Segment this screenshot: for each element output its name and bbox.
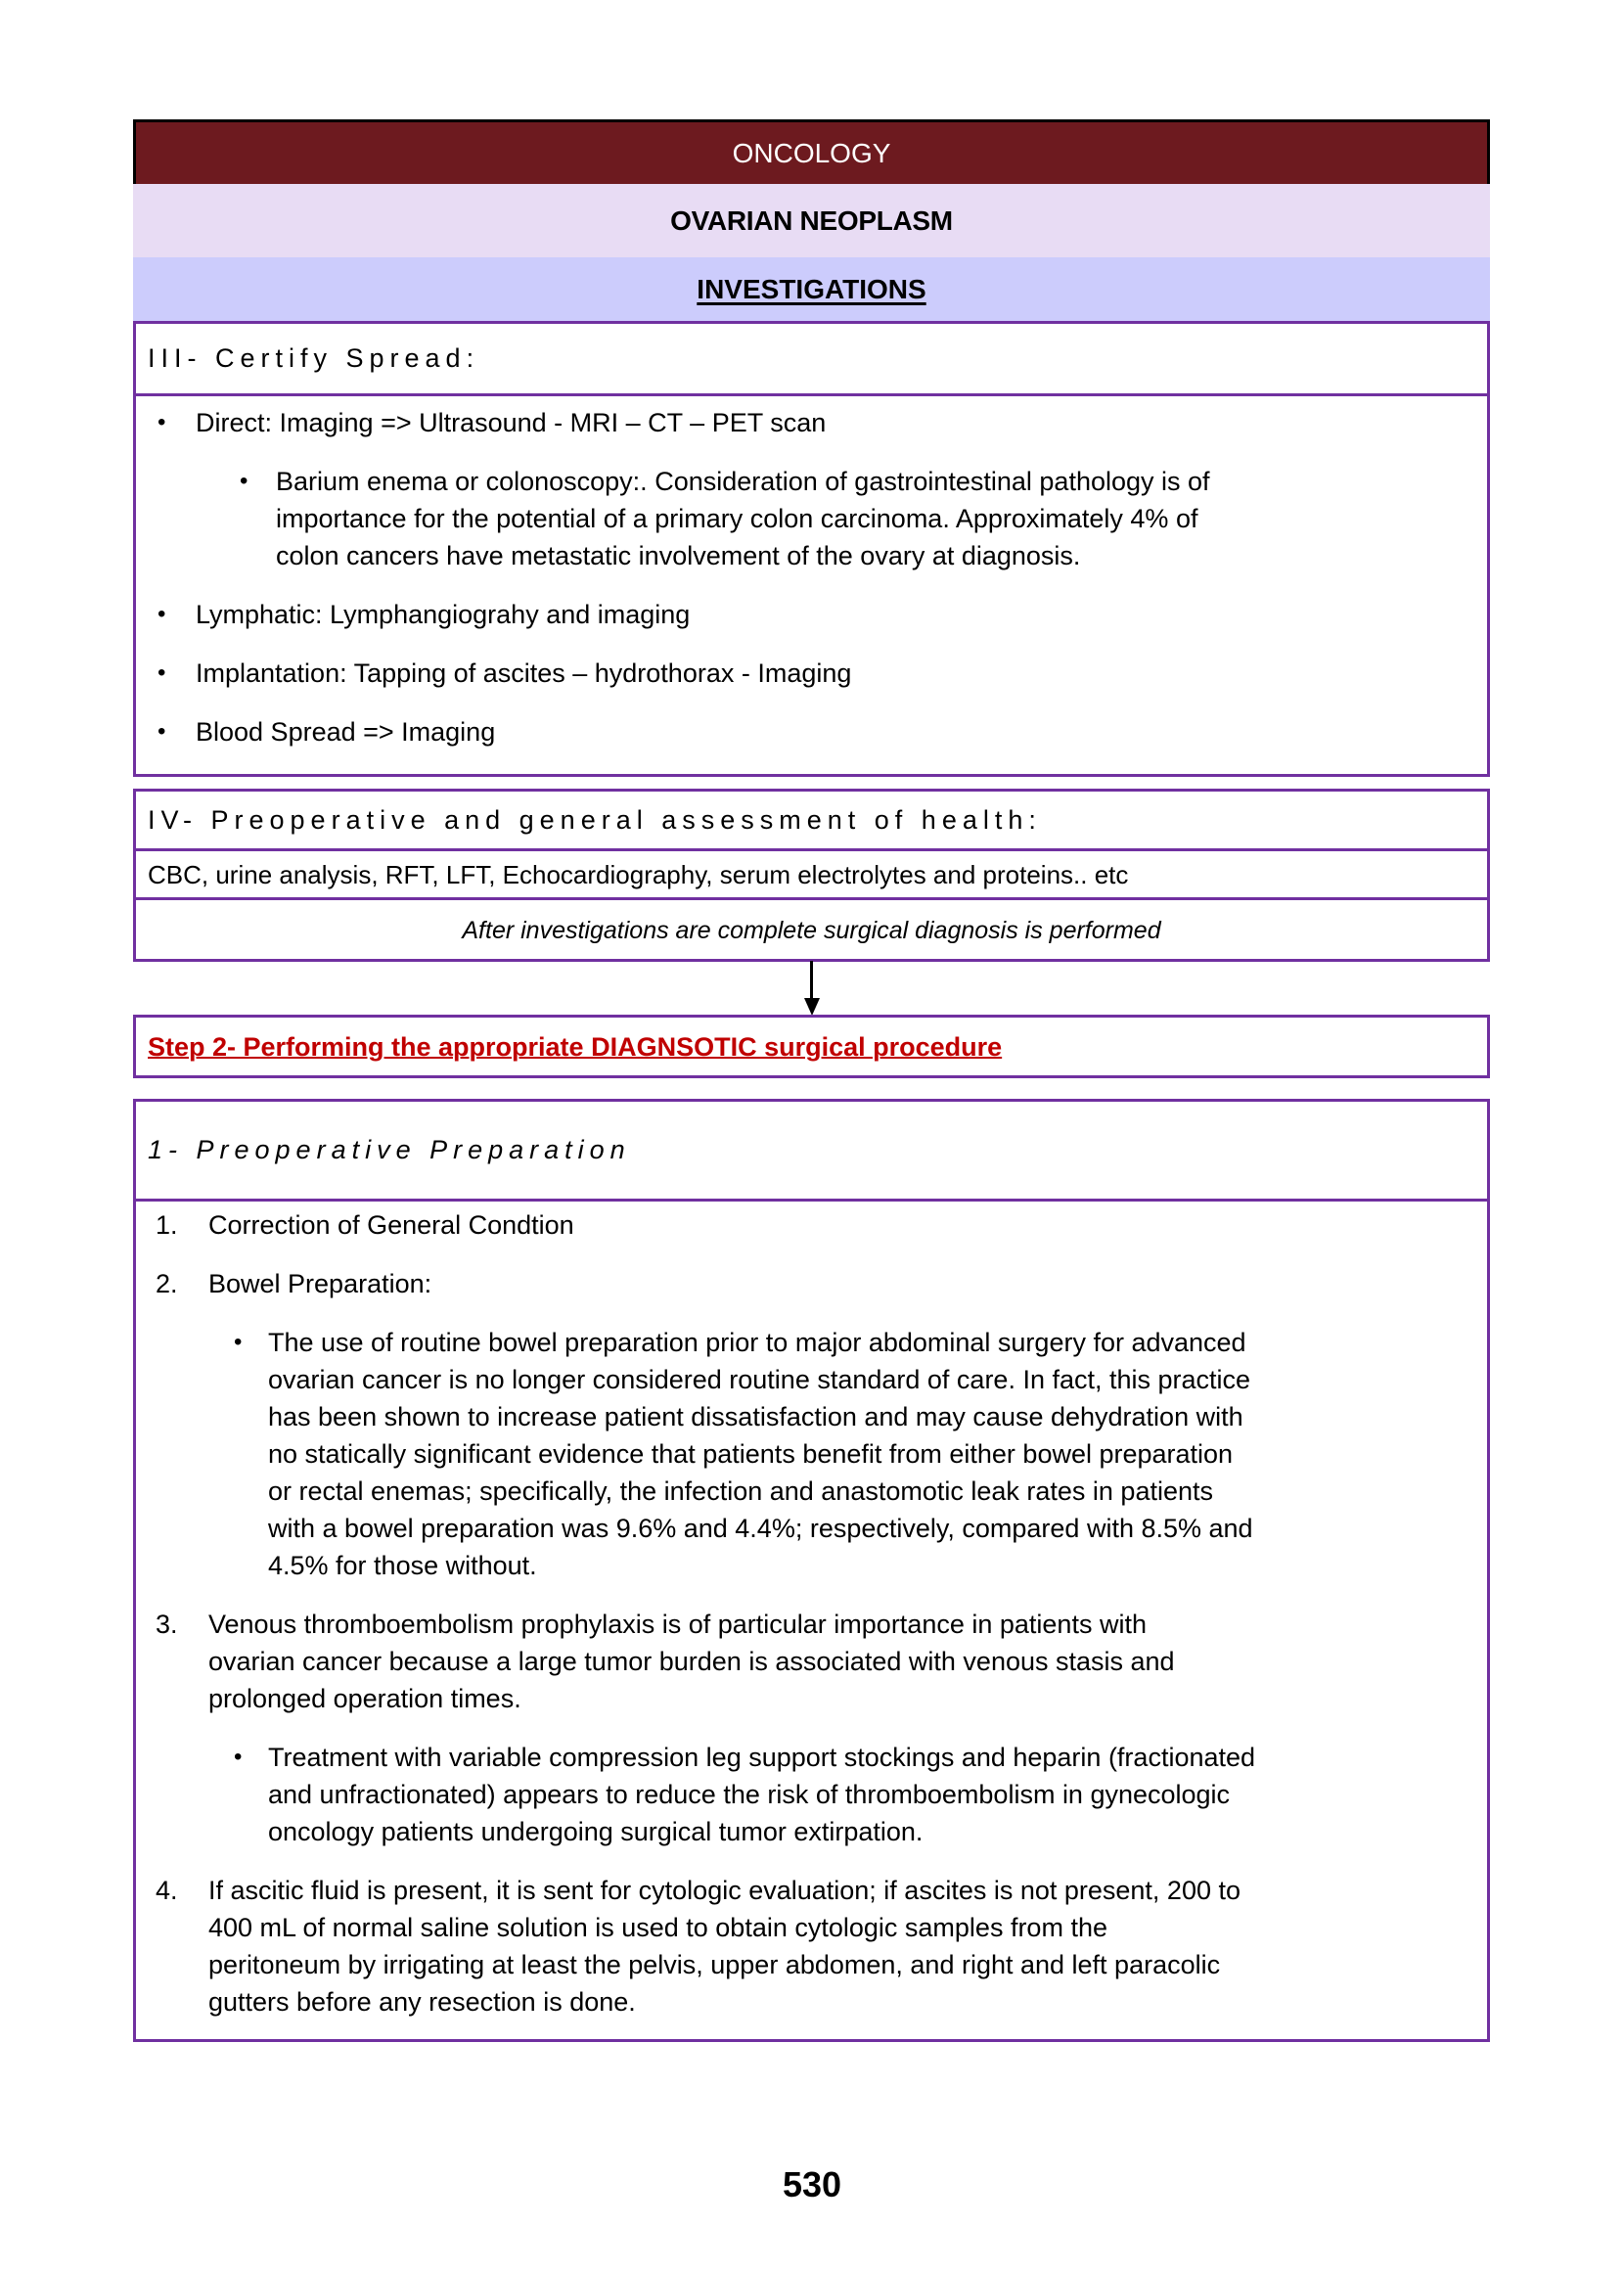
list-item-line: ovarian cancer is no longer considered routine standard of care. In fact, this practice [268,1365,1251,1394]
list-item-line: oncology patients undergoing surgical tumor extirpation. [268,1817,924,1846]
list-item-line: Implantation: Tapping of ascites – hydrothorax - Imaging [196,658,852,688]
list-item-line: The use of routine bowel preparation prior to major abdominal surgery for advanced [268,1328,1246,1357]
bullet-icon: • [240,468,248,494]
list-number: 1. [156,1210,178,1240]
spread-heading-box [133,321,1490,396]
section-label: ONCOLOGY [732,137,891,168]
bullet-icon: • [234,1329,243,1355]
list-number: 3. [156,1610,178,1639]
list-item-line: colon cancers have metastatic involvement of the ovary at diagnosis. [276,541,1081,570]
list-item-line: with a bowel preparation was 9.6% and 4.4%; respectively, compared with 8.5% and [268,1514,1253,1543]
list-item-line: gutters before any resection is done. [208,1987,636,2017]
spread-list [133,393,1490,777]
list-item-line: 400 mL of normal saline solution is used to obtain cytologic samples from the [208,1913,1107,1942]
assessment-body: CBC, urine analysis, RFT, LFT, Echocardiography, serum electrolytes and proteins.. etc [148,860,1129,889]
bullet-icon: • [158,601,166,627]
list-item-line: Treatment with variable compression leg support stockings and heparin (fractionated [268,1743,1256,1772]
list-item-line: peritoneum by irrigating at least the pelvis, upper abdomen, and right and left paracolic [208,1950,1221,1979]
subtitle-band [133,257,1490,322]
list-item-line: Lymphatic: Lymphangiograhy and imaging [196,600,691,629]
spread-heading: III- Certify Spread: [148,343,480,373]
step2-heading: Step 2- Performing the appropriate DIAGNSOTIC surgical procedure [148,1032,1003,1062]
section-header [133,119,1490,184]
list-item-line: no statically significant evidence that patients benefit from either bowel preparation [268,1439,1234,1469]
list-item-line: Venous thromboembolism prophylaxis is of particular importance in patients with [208,1610,1147,1639]
bullet-icon: • [158,659,166,686]
list-item-line: ovarian cancer because a large tumor burden is associated with venous stasis and [208,1647,1175,1676]
list-item-line: importance for the potential of a primary colon carcinoma. Approximately 4% of [276,504,1198,533]
list-item-line: Barium enema or colonoscopy:. Consideration of gastrointestinal pathology is of [276,467,1210,496]
preop-heading: 1- Preoperative Preparation [148,1135,631,1164]
assessment-heading: IV- Preoperative and general assessment of health: [148,805,1042,835]
list-item-line: If ascitic fluid is present, it is sent for cytologic evaluation; if ascites is not present, 200 to [208,1876,1241,1905]
list-item-line: Blood Spread => Imaging [196,717,496,747]
list-item-line: 4.5% for those without. [268,1551,537,1580]
assessment-body-box [133,848,1490,900]
step2-box [133,1015,1490,1078]
page-number: 530 [782,2164,842,2204]
bullet-icon: • [158,718,166,745]
assessment-note: After investigations are complete surgical diagnosis is performed [462,917,1161,944]
title-band [133,184,1490,257]
list-item-line: prolonged operation times. [208,1684,521,1713]
assessment-note-box [133,897,1490,962]
list-item-line: Bowel Preparation: [208,1269,432,1298]
arrowhead-icon [804,998,820,1016]
list-item-line: Direct: Imaging => Ultrasound - MRI – CT – PET scan [196,408,827,437]
list-item-line: and unfractionated) appears to reduce the risk of thromboembolism in gynecologic [268,1780,1231,1809]
list-number: 2. [156,1269,178,1298]
list-item-line: or rectal enemas; specifically, the infection and anastomotic leak rates in patients [268,1476,1214,1506]
preop-list [133,1199,1490,2042]
list-number: 4. [156,1876,178,1905]
page-subtitle: INVESTIGATIONS [697,274,926,304]
bullet-icon: • [234,1744,243,1770]
assessment-heading-box [133,789,1490,851]
list-item-line: has been shown to increase patient dissatisfaction and may cause dehydration with [268,1402,1243,1431]
arrow-down-icon [810,961,813,1000]
page-title: OVARIAN NEOPLASM [670,204,953,236]
bullet-icon: • [158,409,166,435]
preop-heading-box [133,1099,1490,1202]
list-item-line: Correction of General Condtion [208,1210,574,1240]
